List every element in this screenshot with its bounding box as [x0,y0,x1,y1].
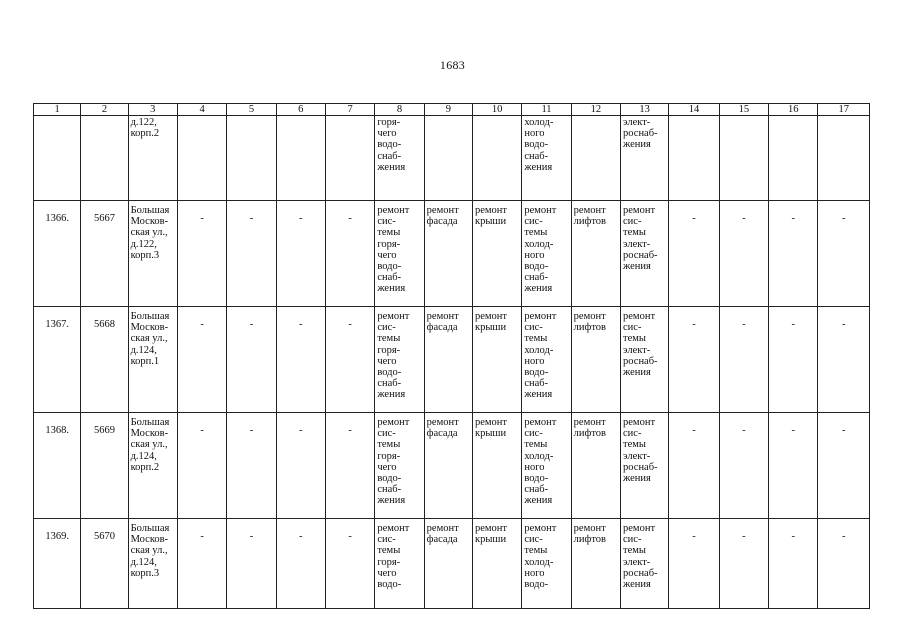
cell-line: жения [377,389,406,401]
cell-line: ремонт [426,417,459,428]
cell-line: водо- [377,261,402,273]
cell-line: крыши [474,428,507,440]
cell-c17 [818,116,870,201]
cell-line: водо- [524,139,549,151]
dash-cell-c15: - [719,201,768,307]
cell-line: элект- [623,238,651,250]
cell-c5 [227,116,276,201]
dash-cell-c4: - [177,519,226,609]
work-type-c9 [424,519,472,609]
cell-line: ремонт [573,205,606,216]
dash-cell-c15: - [719,307,768,413]
cell-line: жения [377,495,406,507]
cell-line: ного [524,355,545,367]
cell-line: холод- [524,450,554,462]
cell-line: корп.2 [130,128,160,140]
cell-line: ремонт [573,523,606,534]
cell-line: горя- [377,556,401,568]
dash-cell-c14: - [669,413,719,519]
cell-line: лифтов [573,428,606,440]
cell-line: снаб- [377,484,402,496]
dash-cell-c5: - [227,307,276,413]
dash-cell-c14: - [669,307,719,413]
cell-line: жения [524,161,553,173]
dash-cell-c14: - [669,201,719,307]
column-number-11: 11 [522,104,571,116]
work-type-c12 [571,413,620,519]
cell-line: темы [524,333,548,345]
cell-line: ремонт [377,523,410,534]
cell-line: жения [524,283,553,295]
cell-line: сис- [377,534,396,546]
cell-line: снаб- [377,272,402,284]
address-cell [128,413,177,519]
cell-line: сис- [623,322,642,334]
cell-line: фасада [426,322,458,334]
cell-line: жения [623,367,651,379]
cell-line: горя- [377,238,401,250]
dash-cell-c16: - [769,307,818,413]
cell-c12 [571,116,620,201]
cell-line: жения [623,139,651,151]
cell-line: ремонт [524,417,557,428]
column-number-6: 6 [276,104,325,116]
cell-line: холод- [524,117,554,128]
cell-line: темы [524,439,548,451]
work-type-c11 [522,307,571,413]
cell-line: жения [524,389,553,401]
register-table [33,103,870,609]
cell-line: чего [377,128,397,140]
cell-line: темы [623,227,646,239]
cell-c16 [769,116,818,201]
column-number-8: 8 [375,104,424,116]
dash-cell-c15: - [719,413,768,519]
table-row [34,201,870,307]
table-row [34,519,870,609]
continuation-row [34,116,870,201]
cell-c13 [621,116,669,201]
column-number-7: 7 [325,104,374,116]
cell-line: Москов- [130,216,169,228]
dash-cell-c4: - [177,307,226,413]
cell-line: сис- [377,216,396,228]
row-number: 1366. [34,201,81,307]
cell-line: темы [377,439,401,451]
cell-line: темы [524,545,548,557]
dash-cell-c6: - [276,519,325,609]
cell-line: корп.3 [130,249,160,261]
dash-cell-c4: - [177,201,226,307]
cell-line: роснаб- [623,249,658,261]
cell-line: фасада [426,534,458,546]
cell-line: жения [524,495,553,507]
work-type-c13 [621,519,669,609]
cell-line: ного [524,128,545,140]
object-code: 5669 [81,413,128,519]
cell-line: жения [623,261,651,273]
cell-line: ремонт [426,205,459,216]
cell-line: жения [623,473,651,485]
column-number-4: 4 [177,104,226,116]
cell-line: снаб- [524,272,549,284]
address-cell [128,519,177,609]
cell-line: водо- [377,367,402,379]
work-type-c8 [375,307,424,413]
work-type-c10 [472,413,521,519]
cell-line: ремонт [377,311,410,322]
work-type-c10 [472,307,521,413]
column-number-12: 12 [571,104,620,116]
cell-line: сис- [377,322,396,334]
cell-line: снаб- [377,378,402,390]
cell-line: элект- [623,344,651,356]
cell-line: темы [524,227,548,239]
column-number-13: 13 [621,104,669,116]
dash-cell-c16: - [769,519,818,609]
column-number-17: 17 [818,104,870,116]
cell-line: крыши [474,216,507,228]
work-type-c11 [522,201,571,307]
cell-c3 [128,116,177,201]
cell-line: роснаб- [623,355,658,367]
cell-line: сис- [524,216,543,228]
cell-line: водо- [524,473,549,485]
cell-line: снаб- [524,484,549,496]
cell-line: роснаб- [623,567,658,579]
dash-cell-c16: - [769,201,818,307]
dash-cell-c5: - [227,413,276,519]
cell-line: водо- [377,473,402,485]
cell-line: ремонт [377,205,410,216]
cell-line: д.122, [130,117,157,128]
address-cell [128,201,177,307]
row-number: 1367. [34,307,81,413]
column-number-5: 5 [227,104,276,116]
dash-cell-c4: - [177,413,226,519]
cell-line: снаб- [377,150,402,162]
dash-cell-c7: - [325,413,374,519]
cell-line: фасада [426,216,458,228]
cell-line: жения [623,579,651,591]
column-number-16: 16 [769,104,818,116]
cell-line: сис- [623,534,642,546]
cell-line: Большая [130,523,170,534]
cell-c7 [325,116,374,201]
cell-line: холод- [524,238,554,250]
cell-line: ская ул., [130,227,168,239]
work-type-c13 [621,201,669,307]
cell-line: снаб- [524,150,549,162]
column-number-9: 9 [424,104,472,116]
work-type-c13 [621,413,669,519]
dash-cell-c14: - [669,519,719,609]
cell-line: Москов- [130,428,169,440]
cell-line: ремонт [426,311,459,322]
cell-line: водо- [524,367,549,379]
cell-line: роснаб- [623,461,658,473]
cell-line: темы [623,439,646,451]
work-type-c9 [424,307,472,413]
cell-c14 [669,116,719,201]
dash-cell-c17: - [818,519,870,609]
work-type-c12 [571,307,620,413]
cell-line: Москов- [130,534,169,546]
cell-line: ремонт [474,417,507,428]
cell-c8 [375,116,424,201]
cell-line: элект- [623,450,651,462]
work-type-c9 [424,413,472,519]
cell-line: ремонт [524,523,557,534]
cell-line: ремонт [573,311,606,322]
cell-line: крыши [474,322,507,334]
page-number: 1683 [439,58,466,72]
cell-line: темы [623,333,646,345]
header-row [34,104,870,116]
cell-line: темы [377,545,401,557]
cell-c6 [276,116,325,201]
row-number: 1369. [34,519,81,609]
cell-line: жения [377,283,406,295]
cell-line: водо- [377,579,402,591]
cell-line: водо- [524,579,549,591]
cell-c11 [522,116,571,201]
column-number-2: 2 [81,104,128,116]
cell-line: д.124, [130,344,157,356]
cell-line: ская ул., [130,545,168,557]
work-type-c11 [522,413,571,519]
work-type-c8 [375,201,424,307]
dash-cell-c7: - [325,307,374,413]
cell-line: ремонт [623,311,656,322]
cell-line: фасада [426,428,458,440]
dash-cell-c5: - [227,519,276,609]
cell-line: корп.3 [130,567,160,579]
dash-cell-c7: - [325,519,374,609]
table-row [34,307,870,413]
cell-line: ного [524,567,545,579]
cell-line: ного [524,249,545,261]
object-code: 5667 [81,201,128,307]
cell-line: чего [377,461,397,473]
column-number-1: 1 [34,104,81,116]
cell-c10 [472,116,521,201]
cell-line: водо- [524,261,549,273]
cell-line: ремонт [623,523,656,534]
cell-line: ного [524,461,545,473]
row-number: 1368. [34,413,81,519]
cell-line: водо- [377,139,402,151]
cell-line: ремонт [573,417,606,428]
cell-line: ремонт [623,205,656,216]
work-type-c8 [375,519,424,609]
table-row [34,413,870,519]
dash-cell-c17: - [818,201,870,307]
cell-line: роснаб- [623,128,658,140]
work-type-c12 [571,519,620,609]
cell-c15 [719,116,768,201]
cell-line: темы [623,545,646,557]
cell-line: ремонт [524,205,557,216]
cell-c1 [34,116,81,201]
cell-line: сис- [623,216,642,228]
dash-cell-c5: - [227,201,276,307]
cell-line: ская ул., [130,439,168,451]
table-body [34,104,870,609]
cell-line: чего [377,249,397,261]
column-number-10: 10 [472,104,521,116]
work-type-c11 [522,519,571,609]
cell-line: Большая [130,417,170,428]
object-code: 5668 [81,307,128,413]
dash-cell-c6: - [276,413,325,519]
cell-line: лифтов [573,322,606,334]
cell-line: снаб- [524,378,549,390]
dash-cell-c6: - [276,307,325,413]
cell-line: д.122, [130,238,157,250]
cell-line: сис- [623,428,642,440]
cell-line: ремонт [474,311,507,322]
cell-line: горя- [377,450,401,462]
cell-line: ремонт [474,523,507,534]
cell-c9 [424,116,472,201]
cell-line: сис- [524,322,543,334]
cell-c2 [81,116,128,201]
work-type-c9 [424,201,472,307]
cell-line: темы [377,333,401,345]
cell-line: элект- [623,117,651,128]
cell-line: ремонт [377,417,410,428]
cell-line: темы [377,227,401,239]
cell-line: ремонт [524,311,557,322]
dash-cell-c17: - [818,413,870,519]
cell-line: д.124, [130,556,157,568]
work-type-c10 [472,519,521,609]
cell-line: сис- [524,534,543,546]
cell-line: ремонт [623,417,656,428]
cell-line: жения [377,161,406,173]
column-number-15: 15 [719,104,768,116]
object-code: 5670 [81,519,128,609]
cell-line: чего [377,567,397,579]
dash-cell-c17: - [818,307,870,413]
cell-line: холод- [524,556,554,568]
cell-line: горя- [377,344,401,356]
cell-line: крыши [474,534,507,546]
cell-line: ремонт [474,205,507,216]
cell-line: горя- [377,117,401,128]
cell-line: сис- [524,428,543,440]
cell-line: Большая [130,205,170,216]
cell-line: Большая [130,311,170,322]
cell-line: лифтов [573,534,606,546]
cell-line: сис- [377,428,396,440]
work-type-c12 [571,201,620,307]
cell-line: ремонт [426,523,459,534]
cell-line: ская ул., [130,333,168,345]
work-type-c8 [375,413,424,519]
cell-line: д.124, [130,450,157,462]
column-number-3: 3 [128,104,177,116]
cell-line: чего [377,355,397,367]
cell-line: элект- [623,556,651,568]
column-number-14: 14 [669,104,719,116]
dash-cell-c7: - [325,201,374,307]
dash-cell-c16: - [769,413,818,519]
address-cell [128,307,177,413]
cell-line: корп.2 [130,461,160,473]
work-type-c13 [621,307,669,413]
cell-line: корп.1 [130,355,160,367]
cell-line: Москов- [130,322,169,334]
dash-cell-c6: - [276,201,325,307]
dash-cell-c15: - [719,519,768,609]
work-type-c10 [472,201,521,307]
cell-c4 [177,116,226,201]
cell-line: лифтов [573,216,606,228]
cell-line: холод- [524,344,554,356]
